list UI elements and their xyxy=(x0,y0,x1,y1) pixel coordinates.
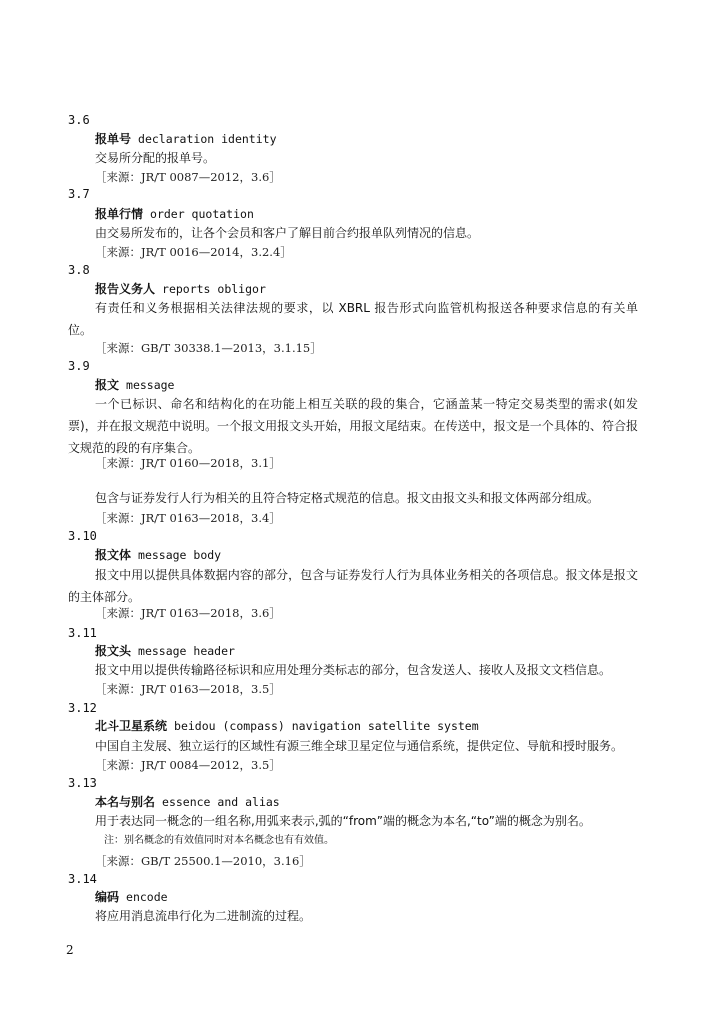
entry-number: 3.8 xyxy=(68,263,90,277)
entry-source: ［来源：JR/T 0163—2018，3.6］ xyxy=(95,606,281,620)
term-zh: 报文头 xyxy=(95,644,132,658)
entry-source: ［来源：GB/T 30338.1—2013，3.1.15］ xyxy=(95,341,322,355)
entry-definition: 报文中用以提供具体数据内容的部分，包含与证券发行人行为具体业务相关的各项信息。报文体是报文的主体部分。 xyxy=(68,568,638,604)
entry-number: 3.9 xyxy=(68,359,90,373)
term-en: declaration identity xyxy=(138,132,277,146)
term-zh: 报单行情 xyxy=(95,207,144,221)
entry-source-alt: ［来源：JR/T 0163—2018，3.4］ xyxy=(95,511,281,525)
term-en: message xyxy=(126,378,175,392)
term-zh: 本名与别名 xyxy=(95,795,156,809)
entry-number: 3.13 xyxy=(68,776,97,790)
term-en: message body xyxy=(138,548,222,562)
term-zh: 报告义务人 xyxy=(95,282,156,296)
term-en: essence and alias xyxy=(162,795,280,809)
entry-number: 3.7 xyxy=(68,187,90,201)
entry-definition: 用于表达同一概念的一组名称,用弧来表示,弧的“from”端的概念为本名,“to”端的概念为别名。 xyxy=(95,814,591,828)
entry-number: 3.10 xyxy=(68,529,97,543)
entry-term xyxy=(95,717,479,736)
term-en: reports obligor xyxy=(162,282,266,296)
entry-source: ［来源：JR/T 0087—2012，3.6］ xyxy=(95,170,281,184)
entry-number: 3.11 xyxy=(68,626,97,640)
term-en: beidou (compass) navigation satellite system xyxy=(174,719,479,733)
entry-source: ［来源：JR/T 0084—2012，3.5］ xyxy=(95,758,281,772)
term-zh: 报单号 xyxy=(95,132,132,146)
term-zh: 报文体 xyxy=(95,548,132,562)
term-en: message header xyxy=(138,644,235,658)
entry-definition: 有责任和义务根据相关法律法规的要求，以 XBRL 报告形式向监管机构报送各种要求信息的有关单位。 xyxy=(68,301,638,337)
entry-definition: 交易所分配的报单号。 xyxy=(95,151,216,165)
entry-definition-alt: 包含与证券发行人行为相关的且符合特定格式规范的信息。报文由报文头和报文体两部分组成。 xyxy=(95,491,600,505)
entry-definition: 中国自主发展、独立运行的区域性有源三维全球卫星定位与通信系统，提供定位、导航和授时服务。 xyxy=(95,739,624,753)
entry-definition: 报文中用以提供传输路径标识和应用处理分类标志的部分，包含发送人、接收人及报文文档信息。 xyxy=(95,663,612,677)
entry-term xyxy=(95,546,221,565)
term-zh: 北斗卫星系统 xyxy=(95,719,168,733)
entry-definition: 由交易所发布的，让各个会员和客户了解目前合约报单队列情况的信息。 xyxy=(95,226,480,240)
entry-source: ［来源：JR/T 0016—2014，3.2.4］ xyxy=(95,245,292,259)
term-en: encode xyxy=(126,890,168,904)
page-number: 2 xyxy=(66,943,74,957)
entry-source: ［来源：GB/T 25500.1—2010，3.16］ xyxy=(95,854,311,868)
term-en: order quotation xyxy=(150,207,254,221)
entry-source: ［来源：JR/T 0163—2018，3.5］ xyxy=(95,682,281,696)
term-zh: 报文 xyxy=(95,378,120,392)
term-zh: 编码 xyxy=(95,890,120,904)
entry-definition: 将应用消息流串行化为二进制流的过程。 xyxy=(95,909,312,923)
entry-number: 3.12 xyxy=(68,701,97,715)
entry-number: 3.14 xyxy=(68,872,97,886)
entry-definition: 一个已标识、命名和结构化的在功能上相互关联的段的集合，它涵盖某一特定交易类型的需求(如发票)，并在报文规范中说明。一个报文用报文头开始，用报文尾结束。在传送中，报文是一个具体的、符合报文规范的段的有序集合。 xyxy=(68,397,638,455)
entry-source: ［来源：JR/T 0160—2018，3.1］ xyxy=(95,456,281,470)
entry-number: 3.6 xyxy=(68,113,90,127)
entry-note: 注：别名概念的有效值同时对本名概念也有有效值。 xyxy=(104,835,334,846)
